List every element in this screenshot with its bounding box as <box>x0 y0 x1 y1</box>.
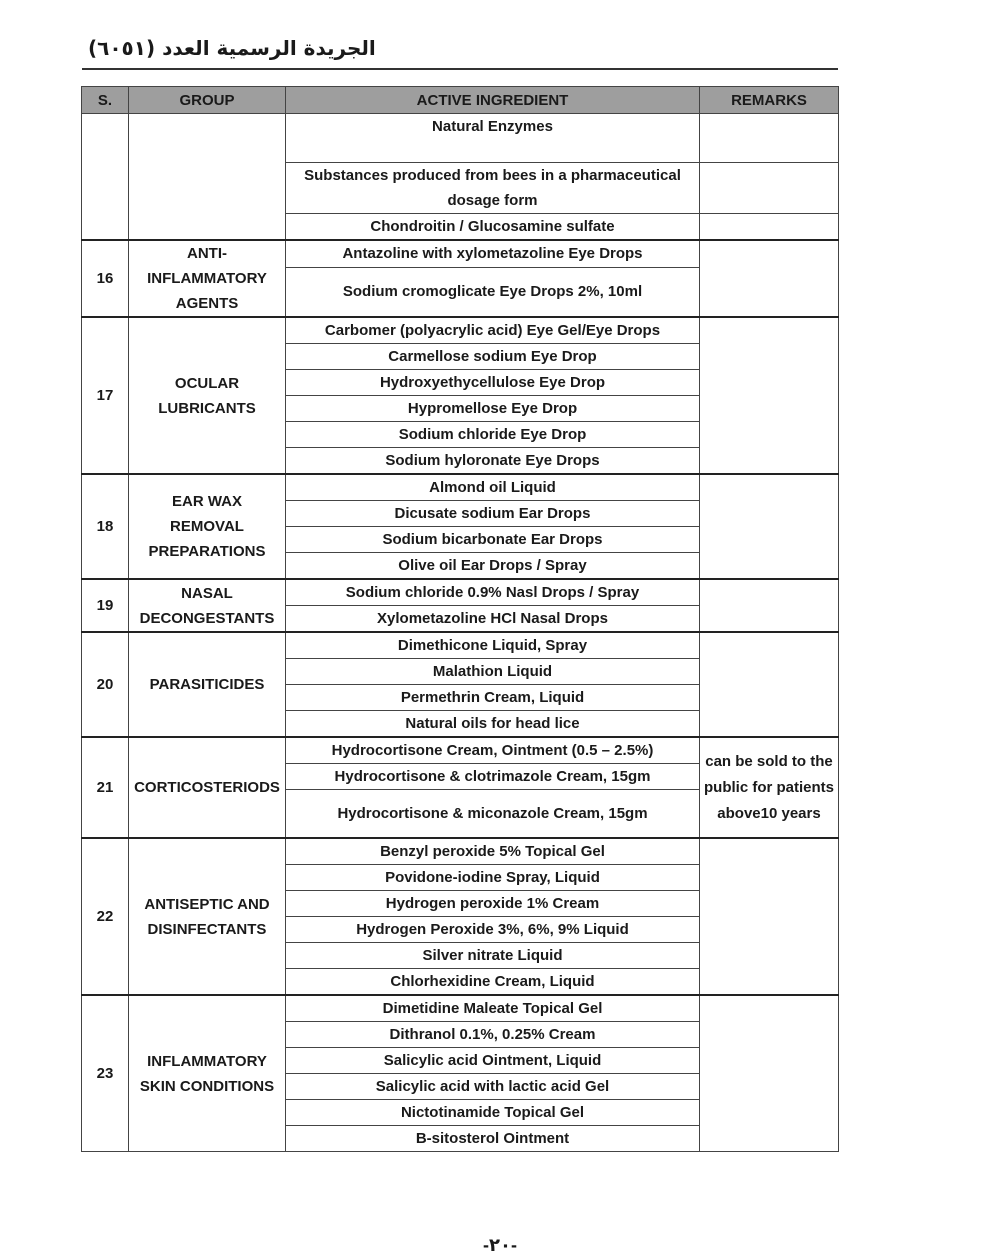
table-row <box>82 838 839 865</box>
table-row <box>82 632 839 659</box>
remarks-cell <box>700 114 839 163</box>
ingredient-cell: Hydrocortisone Cream, Ointment (0.5 – 2.5%) <box>286 737 700 764</box>
ingredient-cell: Antazoline with xylometazoline Eye Drops <box>286 240 700 267</box>
group-cell: NASAL DECONGESTANTS <box>129 579 286 632</box>
s-cell: 18 <box>82 474 129 579</box>
ingredient-cell: Sodium hyloronate Eye Drops <box>286 448 700 475</box>
ingredient-cell: Carmellose sodium Eye Drop <box>286 344 700 370</box>
ingredient-cell: Nictotinamide Topical Gel <box>286 1100 700 1126</box>
ingredient-cell: Hydrogen Peroxide 3%, 6%, 9% Liquid <box>286 917 700 943</box>
ingredient-cell: Hydroxyethycellulose Eye Drop <box>286 370 700 396</box>
header-divider <box>82 68 838 70</box>
group-cell: PARASITICIDES <box>129 632 286 737</box>
remarks-cell <box>700 214 839 241</box>
s-cell: 19 <box>82 579 129 632</box>
ingredient-cell: Salicylic acid Ointment, Liquid <box>286 1048 700 1074</box>
remarks-cell <box>700 579 839 632</box>
ingredient-cell: Sodium chloride Eye Drop <box>286 422 700 448</box>
page-number: -٢٠- <box>483 1235 517 1255</box>
remarks-cell <box>700 838 839 995</box>
ingredient-cell: Sodium chloride 0.9% Nasl Drops / Spray <box>286 579 700 606</box>
table-row <box>82 579 839 606</box>
gazette-title: الجريدة الرسمية العدد (١٥٠٦) <box>88 36 376 60</box>
group-cell: INFLAMMATORY SKIN CONDITIONS <box>129 995 286 1152</box>
ingredient-cell: Dimethicone Liquid, Spray <box>286 632 700 659</box>
remarks-cell: can be sold to the public for patients above10 years <box>700 737 839 838</box>
remarks-cell <box>700 474 839 579</box>
s-cell: 20 <box>82 632 129 737</box>
ingredient-cell: Natural oils for head lice <box>286 711 700 738</box>
s-cell: 23 <box>82 995 129 1152</box>
s-cell: 21 <box>82 737 129 838</box>
ingredient-cell: Carbomer (polyacrylic acid) Eye Gel/Eye Drops <box>286 317 700 344</box>
ingredients-table <box>81 86 839 1152</box>
ingredient-cell: Permethrin Cream, Liquid <box>286 685 700 711</box>
remarks-cell <box>700 995 839 1152</box>
table-row <box>82 317 839 344</box>
ingredient-cell: Hydrocortisone & miconazole Cream, 15gm <box>286 790 700 839</box>
table-header-row <box>82 87 839 114</box>
s-cell: 22 <box>82 838 129 995</box>
ingredient-cell: Hypromellose Eye Drop <box>286 396 700 422</box>
ingredient-cell: Hydrogen peroxide 1% Cream <box>286 891 700 917</box>
ingredient-cell: Sodium bicarbonate Ear Drops <box>286 527 700 553</box>
group-cell: EAR WAX REMOVAL PREPARATIONS <box>129 474 286 579</box>
header-s: S. <box>82 87 129 114</box>
group-cell <box>129 114 286 241</box>
remarks-cell <box>700 632 839 737</box>
ingredient-cell: Chlorhexidine Cream, Liquid <box>286 969 700 996</box>
s-cell: 16 <box>82 240 129 317</box>
ingredient-cell: Salicylic acid with lactic acid Gel <box>286 1074 700 1100</box>
ingredient-cell: Benzyl peroxide 5% Topical Gel <box>286 838 700 865</box>
group-cell: ANTI-INFLAMMATORY AGENTS <box>129 240 286 317</box>
ingredient-cell: Xylometazoline HCl Nasal Drops <box>286 606 700 633</box>
remarks-cell <box>700 240 839 317</box>
table-row <box>82 995 839 1022</box>
page-header <box>82 32 838 66</box>
table-row <box>82 737 839 764</box>
ingredient-cell: Olive oil Ear Drops / Spray <box>286 553 700 580</box>
header-remarks: REMARKS <box>700 87 839 114</box>
ingredient-cell: Sodium cromoglicate Eye Drops 2%, 10ml <box>286 267 700 317</box>
s-cell: 17 <box>82 317 129 474</box>
s-cell <box>82 114 129 241</box>
ingredient-cell: Silver nitrate Liquid <box>286 943 700 969</box>
ingredient-cell: Dimetidine Maleate Topical Gel <box>286 995 700 1022</box>
group-cell: OCULAR LUBRICANTS <box>129 317 286 474</box>
group-cell: CORTICOSTERIODS <box>129 737 286 838</box>
ingredient-cell: Povidone-iodine Spray, Liquid <box>286 865 700 891</box>
header-ingredient: ACTIVE INGREDIENT <box>286 87 700 114</box>
group-cell: ANTISEPTIC AND DISINFECTANTS <box>129 838 286 995</box>
ingredient-cell: Hydrocortisone & clotrimazole Cream, 15gm <box>286 764 700 790</box>
header-group: GROUP <box>129 87 286 114</box>
remarks-cell <box>700 163 839 214</box>
ingredient-cell: Almond oil Liquid <box>286 474 700 501</box>
ingredient-cell: Natural Enzymes <box>286 114 700 163</box>
ingredient-cell: Substances produced from bees in a pharmaceutical dosage form <box>286 163 700 214</box>
ingredient-cell: Dicusate sodium Ear Drops <box>286 501 700 527</box>
ingredient-cell: Malathion Liquid <box>286 659 700 685</box>
remarks-cell <box>700 317 839 474</box>
ingredient-cell: Chondroitin / Glucosamine sulfate <box>286 214 700 241</box>
ingredient-cell: B-sitosterol Ointment <box>286 1126 700 1152</box>
table-row <box>82 240 839 267</box>
table-row <box>82 474 839 501</box>
ingredient-cell: Dithranol 0.1%, 0.25% Cream <box>286 1022 700 1048</box>
table-row <box>82 114 839 163</box>
